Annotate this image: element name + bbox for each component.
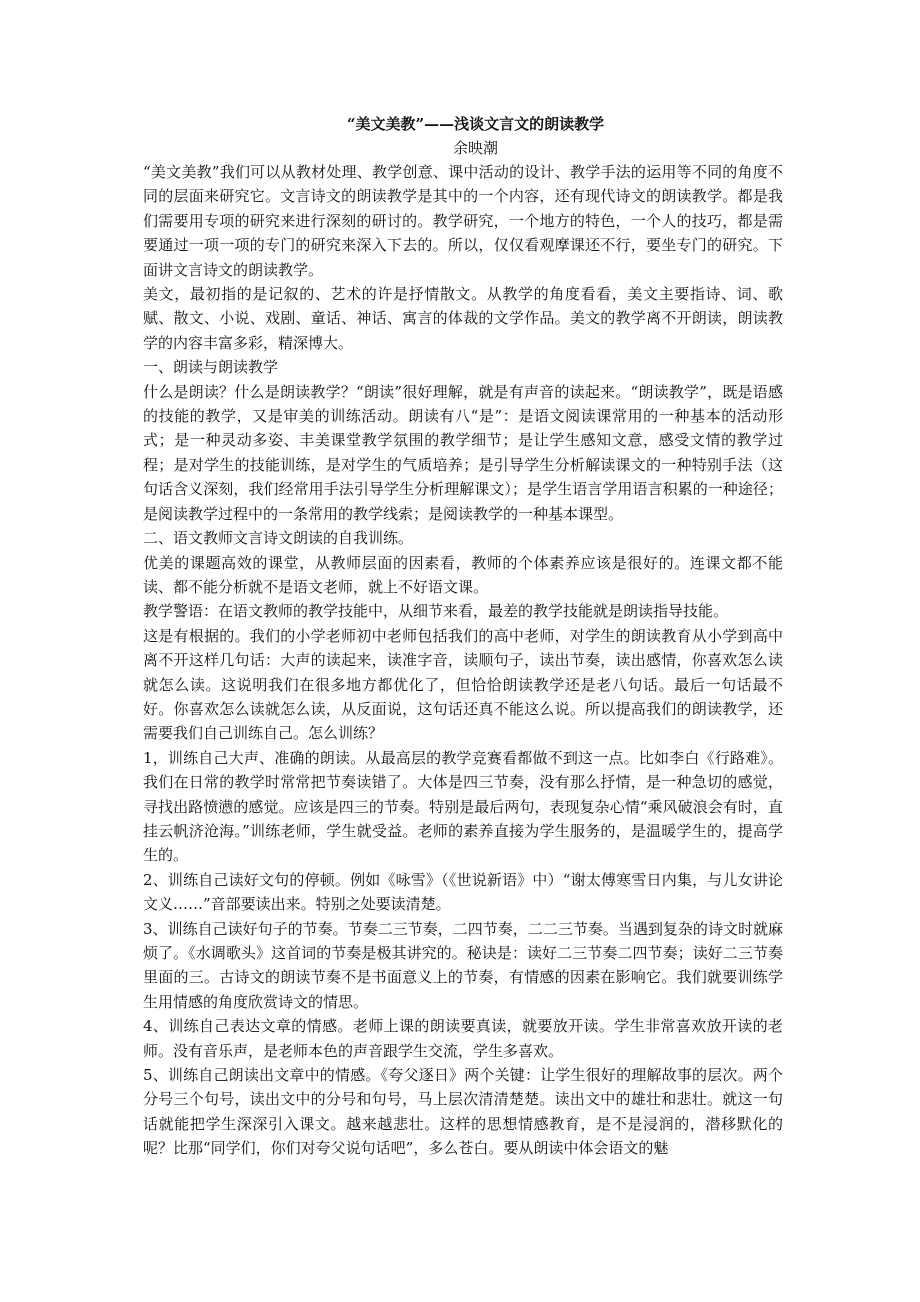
- document-author: 余映潮: [452, 139, 498, 157]
- paragraph: 优美的课题高效的课堂，从教师层面的因素看，教师的个体素养应该是很好的。连课文都不能读、都不能分析就不是语文老师，就上不好语文课。: [143, 553, 783, 596]
- paragraph: 什么是朗读？什么是朗读教学？“朗读”很好理解，就是有声音的读起来。“朗读教学”，既是语感的技能的教学，又是审美的训练活动。朗读有八“是”：是语文阅读课常用的一种基本的活动形式；是一种灵动多姿、丰美课堂教学氛围的教学细节；是让学生感知文意，感受文情的教学过程；是对学生的技能训练，是对学生的气质培养；是引导学生分析解读课文的一种特别手法（这句话含义深刻，我们经常用手法引导学生分析理解课文）；是学生语言学用语言积累的一种途径；是阅读教学过程中的一条常用的教学线索；是阅读教学的一种基本课型。: [143, 382, 783, 523]
- paragraph: 2、训练自己读好文句的停顿。例如《咏雪》（《世说新语》中）“谢太傅寒雪日内集，与儿女讲论文义……”音部要读出来。特别之处要读清楚。: [143, 870, 783, 914]
- paragraph: 5、训练自己朗读出文章中的情感。《夸父逐日》两个关键：让学生很好的理解故事的层次。两个分号三个句号，读出文中的分号和句号，马上层次清清楚楚。读出文中的雄壮和悲壮。就这一句话就能把学生深深引入课文。越来越悲壮。这样的思想情感教育，是不是浸润的，潜移默化的呢？比那“同学们，你们对夸父说句话吧”，多么苍白。要从朗读中体会语文的魅: [143, 1066, 783, 1158]
- paragraph: 美文，最初指的是记叙的、艺术的许是抒情散文。从教学的角度看看，美文主要指诗、词、歌赋、散文、小说、戏剧、童话、神话、寓言的体裁的文学作品。美文的教学离不开朗读，朗读教学的内容丰富多彩，精深博大。: [143, 285, 783, 352]
- paragraph: 教学警语：在语文教师的教学技能中，从细节来看，最差的教学技能就是朗读指导技能。: [143, 602, 729, 621]
- document-title: “美文美教”——浅谈文言文的朗读教学: [346, 115, 605, 133]
- section-heading: 二、语文教师文言诗文朗读的自我训练。: [143, 529, 414, 548]
- paragraph: 这是有根据的。我们的小学老师初中老师包括我们的高中老师，对学生的朗读教育从小学到高中离不开这样几句话：大声的读起来，读准字音，读顺句子，读出节奏，读出感情，你喜欢怎么读就怎么读。这说明我们在很多地方都优化了，但恰恰朗读教学还是老八句话。最后一句话最不好。你喜欢怎么读就怎么读，从反面说，这句话还真不能这么说。所以提高我们的朗读教学，还需要我们自己训练自己。怎么训练？: [143, 626, 783, 743]
- document-page: [143, 112, 783, 1161]
- section-heading: 一、朗读与朗读教学: [143, 358, 279, 377]
- paragraph: 1，训练自己大声、准确的朗读。从最高层的教学竞赛看都做不到这一点。比如李白《行路难》。我们在日常的教学时常常把节奏读错了。大体是四三节奏，没有那么抒情，是一种急切的感觉，寻找出路愤懑的感觉。应该是四三的节奏。特别是最后两句，表现复杂心情“乘风破浪会有时，直挂云帆济沧海。”训练老师，学生就受益。老师的素养直接为学生服务的，是温暖学生的，提高学生的。: [143, 748, 783, 865]
- paragraph: 3、训练自己读好句子的节奏。节奏二三节奏，二四节奏，二二三节奏。当遇到复杂的诗文时就麻烦了。《水调歌头》这首词的节奏是极其讲究的。秘诀是：读好二三节奏二四节奏；读好二三节奏里面的三。古诗文的朗读节奏不是书面意义上的节奏，有情感的因素在影响它。我们就要训练学生用情感的角度欣赏诗文的情思。: [143, 919, 783, 1011]
- paragraph: 4、训练自己表达文章的情感。老师上课的朗读要真读，就要放开读。学生非常喜欢放开读的老师。没有音乐声，是老师本色的声音跟学生交流，学生多喜欢。: [143, 1017, 783, 1060]
- paragraph: “美文美教”我们可以从教材处理、教学创意、课中活动的设计、教学手法的运用等不同的角度不同的层面来研究它。文言诗文的朗读教学是其中的一个内容，还有现代诗文的朗读教学。都是我们需要用专项的研究来进行深刻的研讨的。教学研究，一个地方的特色，一个人的技巧，都是需要通过一项一项的专门的研究来深入下去的。所以，仅仅看观摩课还不行，要坐专门的研究。下面讲文言诗文的朗读教学。: [143, 163, 783, 279]
